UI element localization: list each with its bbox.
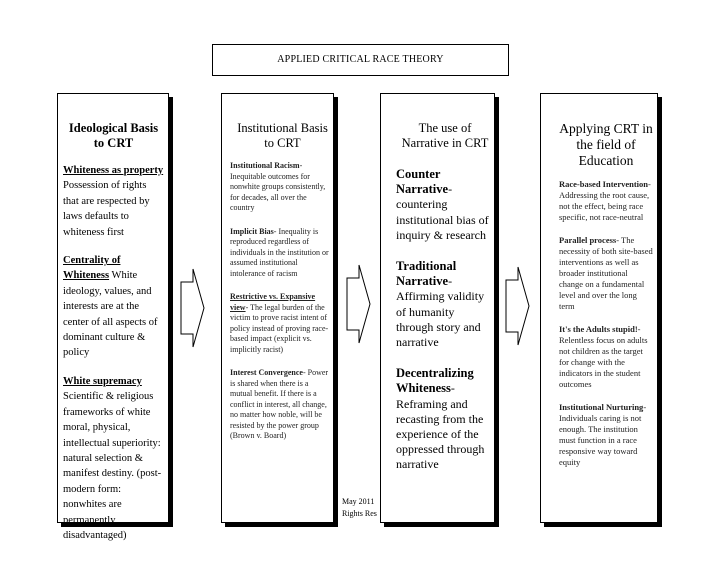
- concept-term: Decentralizing Whiteness: [396, 366, 474, 396]
- concept-term: Centrality of Whiteness: [63, 255, 121, 282]
- right-arrow-icon: [505, 266, 530, 346]
- column-institutional-basis: [221, 93, 334, 523]
- concept-entry: [559, 179, 653, 223]
- concept-description: - Relentless focus on adults not children as the target for change with the indicators in the student outcomes: [559, 324, 648, 389]
- concept-term: Restrictive vs. Expansive view: [230, 292, 316, 312]
- concept-description: - The legal burden of the victim to prove racist intent of policy instead of proving race-based impact (explicit vs. implicitly racist): [230, 302, 329, 354]
- column-heading: Applying CRT in the field of Education: [559, 121, 653, 168]
- concept-description: - Power is shared when there is a mutual benefit. If there is a conflict in interest, all change, no matter how noble, will be resisted by the power group (Brown v. Board): [230, 368, 329, 440]
- concept-term: Institutional Nurturing: [559, 402, 644, 412]
- column-heading: The use of Narrative in CRT: [401, 121, 489, 150]
- concept-term: Whiteness as property: [63, 165, 164, 176]
- concept-description: - Reframing and recasting from the experience of the oppressed through narrative: [396, 381, 485, 472]
- column-narrative-in-crt: [380, 93, 495, 523]
- concept-description: Possession of rights that are respected by laws defaults to whiteness first: [63, 180, 150, 238]
- column-body: [230, 161, 329, 442]
- concept-term: Implicit Bias: [230, 226, 274, 236]
- concept-description: - The necessity of both site-based interventions as well as broader institutional change on a fundamental level and over the long term: [559, 235, 653, 311]
- column-heading: Institutional Basis to CRT: [237, 121, 328, 150]
- concept-term: Parallel process: [559, 235, 617, 245]
- concept-description: - Affirming validity of humanity through story and narrative: [396, 274, 485, 350]
- concept-term: Counter Narrative: [396, 167, 449, 197]
- column-body: [559, 179, 653, 468]
- concept-entry: [63, 374, 164, 543]
- concept-entry: [559, 402, 653, 468]
- diagram-title: APPLIED CRITICAL RACE THEORY: [277, 54, 444, 65]
- concept-description: - Inequality is reproduced regardless of individuals in the institution or assumed institutional intolerance of racism: [230, 226, 329, 278]
- concept-description: White ideology, values, and interests are at the center of all aspects of dominant culture & policy: [63, 270, 158, 359]
- right-arrow-icon: [180, 268, 205, 348]
- concept-entry: [396, 259, 490, 350]
- concept-term: Institutional Racism: [230, 161, 300, 170]
- footer-date: May 2011: [342, 497, 375, 506]
- concept-entry: [230, 161, 329, 214]
- concept-entry: [396, 366, 490, 472]
- column-applying-crt-education: [540, 93, 658, 523]
- concept-term: White supremacy: [63, 375, 142, 387]
- concept-term: Traditional Narrative: [396, 259, 457, 289]
- concept-entry: [230, 368, 329, 442]
- concept-entry: [396, 167, 490, 243]
- concept-description: - Individuals caring is not enough. The institution must function in a race responsive way toward equity: [559, 402, 647, 467]
- column-body: [396, 167, 490, 473]
- concept-entry: [559, 324, 653, 390]
- concept-description: - Inequitable outcomes for nonwhite groups consistently, for decades, all over the country: [230, 161, 326, 212]
- column-heading: Ideological Basis to CRT: [68, 121, 159, 150]
- concept-entry: [230, 227, 329, 280]
- concept-entry: [559, 235, 653, 312]
- column-ideological-basis: [57, 93, 169, 541]
- concept-term: It's the Adults stupid!: [559, 324, 638, 334]
- right-arrow-icon: [346, 264, 371, 344]
- concept-entry: [63, 163, 164, 240]
- column-body: [63, 163, 164, 543]
- footer-rights: Rights Res: [342, 509, 377, 518]
- concept-description: - Addressing the root cause, not the effect, being race specific, not race-neutral: [559, 179, 651, 222]
- concept-entry: [230, 292, 329, 355]
- concept-description: - countering institutional bias of inquiry & research: [396, 182, 489, 242]
- concept-term: Interest Convergence: [230, 368, 303, 377]
- concept-description: Scientific & religious frameworks of white moral, physical, intellectual superiority: natural selection & manifest destiny. (post-modern form: nonwhites are permanently disadvantaged): [63, 391, 162, 541]
- concept-term: Race-based Intervention: [559, 179, 649, 189]
- diagram-title-box: [212, 44, 509, 76]
- concept-entry: [63, 253, 164, 361]
